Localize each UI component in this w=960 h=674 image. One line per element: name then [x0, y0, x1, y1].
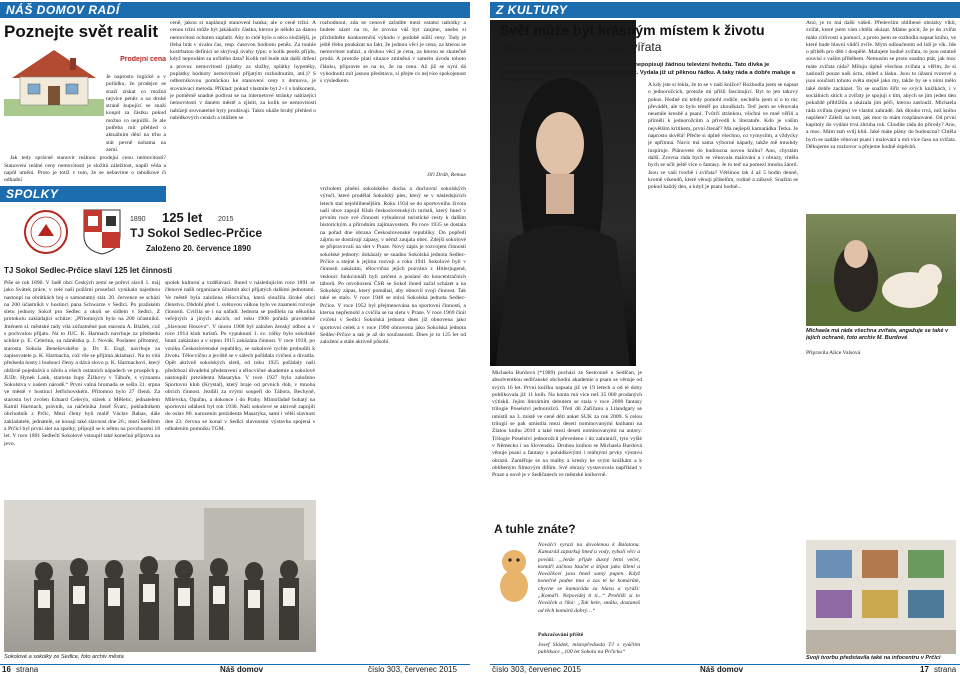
left-footer-issue: číslo 303, červenec 2015	[368, 665, 457, 674]
right-col-c: Ano, je to má další vášeň. Především oblíbené obrázky vlků, zvířat, které jsem vám chtěla ukázat. Máme pocit, že je do zvířat málo citlivosti a pomoci, a proto jsem se rozhodla napsat knihu, ve které bude hlavní vůdčí zvíře. Mým odloučením od lidí je vlk. Jde o příběh pro děti i dospělé. Malujete hodně zvířata, to jsou ostatně souvisí s vaším příběhem. Nemusím se proto snadno ptát, jak moc máte zvířata ráda? Miluju úplně všechna zvířata a věřím, že si zaslouží pouze naši úctu, ohled a lásku. Jsou to úžasní tvorové a jsou součástí tohoto světa stejně jako my, takže by se s nimi mělo také dobře zacházet. To se snažím šířit ve svých knížkách, i v sociálních sítích a zvířaty je spojuji s tím, abych se jim jeden den pokaždé přiblížila a ukázala jim péči, kterou zaslouží. Michaela ráda zvířata (nejen) ve vlastní zahradě. Jak dlouho trvá, než knihu napíšete? Záleží na tom, jak moc to mám rozplánované. Od první kapitoly do vydání trvá zhruba rok. Chodíte ráda do přírody? Ano, a moc. Mám tam svůj klid. Jaké máte plány do budoucna? Chtěla bych se nadále věnovat psaní i malování a mít více času na zvířata. Děkujeme za rozhovor a přejeme hodně úspěchů.	[806, 20, 956, 151]
sokol-name: TJ Sokol Sedlec-Prčice	[130, 226, 263, 240]
article1-col2: ceně, jakou si naplánuji stanovení banka, ale o ceně tržní. A cenou tržní může být jakákoliv částka, kterou je někdo za danou nemovitost ochoten zaplatit. Aby to celé bylo o něco složitější, je třeba brát v úvahu čas, resp. časovou hodnotu peněz. Za touhle kostrbatou definicí se skrývají úvahy typu: o kolik peněz přijdu, když neprodám za určitého data? Kolik mě bude stát další držení a provoz nemovitosti (platby za služby, splátky hypotéky, poplatky hodnoty nemovitosti přijatým rozhodnutím, atd.)? S odborníkovou pomůckou ke stanovení ceny z domova, je srovnávací metoda. Příklad: pokud vlastníte byt 2+1 s balkonem, je poměrně snadné podívat se na internetové stránky nabízející nemovitosti v daném městě a zjistit, za kolik se nemovitosti nabízejí srovnatelné byty prodávají. Takto ukáže hrubý přehled o nabídkových cenách a můžete se	[170, 20, 316, 121]
sokol-year-left: 1890	[130, 216, 146, 223]
sokol-col1: Píše se rok 1890. V řadě obcí Českých zemí se pořeví slavil 1. máj jako Svátek práce, v celé naší požární prosefaci vynikalo najednou nastoupí na obrátkách boj o samostatný stát. 20. července se schází na 200 účastníků v hostinci pana Schwarze v Sedlci. Po pražském sletu jednoty Sokol pro Sedlec a okolí se sídlem v Sedlci. Z protokolu zakládající schůze: „Přítomných bylo na 200 účastníků. Jménem sl. městské rady vítá zúčastněné pan starosta A. Blažek, což s pochvalou přijato. Na to JUC. K. Harmach navrhuje za předsedu schůze p. E. Celerina, za náměstka p. J. Novák. Poslanec přítomný, starosta Sokola Benešovského p. Dr. E. Engl, navrhuje za zapisovatele p. K. Harmacha, což vše se přijímá aklamací. Na to vítá předseda hosty i budoucí členy a dává slovo p. K. Harmachovi, který obšírně pojednává o účelu a všech ostatních nápadech ve prospěch p. JUDr. Hynek Lank, starosta župy Žižkovy v Táboře, s významu Sokolstva v našem národě.“ První valná hromada se sešla 31. srpna ve městě v hostinci Jetřichovském. Přítomno bylo 27 členů. Za starostu byl zvolen Eduard Celerýn, stárek z Měšetic, jednatelem Kamil Harmach, právník, za náčelníka Josef Švarc, pokladníkem obchodník z Prčic, Mezi členy byli malíř Václav Rabas, dále zakladatelé, jednatelé, se konají také slavnost dne 26.; mezi Sedlčem a Prčicí byl první slet na spolky, připojil se k němu na povzbuzení 18 let. V roce 1891 Sedlečtí Sokolové vstoupil také konečná příprava na jevo.	[4, 280, 160, 447]
article-subtitle: Prodejní cena	[120, 56, 166, 63]
sokol-headline: TJ Sokol Sedlec-Prčice slaví 125 let činnosti	[4, 266, 173, 275]
exhibition-photo-caption: Svoji tvorbu představila také na infocentru v Prčici	[806, 655, 941, 661]
section-bar-z-kultury: Z KULTURY	[490, 2, 960, 18]
dog-illustration	[494, 540, 534, 610]
dog-photo	[806, 214, 956, 326]
sokol-col3: vrcholem plnění sokolského ducha a duchovní sokolských výročí, které prodělal Sokolský ples, který se v následujících letech stal nejoblíbenějším. Roku 1934 se do sportovního života naší obce zapojil Klub československých turistů, který hned v prvním roce své činnosti vybudoval turistické cesty k dalším historickým a přírodním zajímavostem. Po roce 1935 se dostala na pořad dne obrana Československé republiky. Do popředí zájmu se dostávají zápasy, v němž zaujala obec. Zdejší sokolové se připravovali na slet v Praze. Nový zápis je rozvojem činnosti sokolské jednoty: dokázaly se snadno Sokolská jednota Sedlec-Prčice a stejné k jejímu rozvoji a roku 1941 Sokolové byli v činnosti zakázáni, tělocvična jejich pozvána z Hitlerjugend, vedoucí funkcionáři byli zatčeni a poslaní do koncentračních táborů. Po osvobození ČSR se Sokol ihned začal scházet a na Sokolský zápas, který pomáhal, aby obnovil svoji činnost. Tak také se stalo. V roce 1948 se stává Sokolská jednota Sedlec-Prčice. V roce 1952 byl přejmenována na sportovní činnosti, a kterou nepřemohl a cvičila se na sletu v Praze. V roce 1969 činil cvičení v Sedlci Sokolská jednota dnes již obnovena jako sportovní celek a v roce 1990 obnovena jako Sokolská jednota Sedlec-Prčice a tak je až do současnosti. Dnes je to 125 let od založení a stále aktivně působí.	[320, 186, 466, 346]
right-footer-brand: Náš domov	[700, 665, 744, 674]
right-col-a: Michaela Burdová (*1989) pochází ze Sestrouně u Sedlčan, je absolventkou sedlčanské obchodní akademie a psaní se věnuje od svých 16 let. První knížku napsala již ve 19 letech a od té doby publikovala již 11 knih. Na konto má více než 35 000 prodaných výtisků. Jejím literárním debutem se stala v roce 2008 fantasy trilogie Poselství jednorožců. Třetí díl Zaříčanu a Lilandgary se umístil na 3. místě ve ceně děti anket SUK za rok 2009. S celou trilogií se pak umístila mezi deseti nominovanými knihami na Zlatou knihu 2010 a také mezi deseti nominovanými na autory. Trilogie Poselství jednorožců převedeno i do zahraničí, tyto vyšlé v Německu i na Slovensku. Druhou knihou se Michaela Burdová věnuje psaní a fantasy s pohádkovými i reálnými prvky výstavu obrazů. Zaměřuje se na malby a kresby ke svým knížkám a k oblíbeným filmovým dílům. Své obrazy vystavovala například v Praze a nově je v Sedlčanech ve městské knihovně.	[492, 370, 642, 479]
right-article-subtitle: nejen pro nás, ale i pro zvířata	[500, 40, 662, 54]
dog-photo-caption: Michaela má ráda všechna zvířata, angažuje se také v jejich ochraně, foto archiv M. Burdové	[806, 328, 949, 341]
sokol-years: 125 let	[162, 210, 203, 225]
right-footer-issue: číslo 303, červenec 2015	[492, 665, 581, 674]
left-footer	[0, 664, 470, 674]
joke-box-title: A tuhle znáte?	[494, 522, 576, 536]
sokol-emblem	[24, 210, 68, 254]
sokol-col2: spolek kulturní a vzdělávací. Ihned v následujícím roce 1891 se členové našli organizace účastnit akcí přijatých dalšími jednotami. Ve městě byla založena tělocvična, která sloužila široké obci členstvu. Období před 1. světovou válkou bylo ve znamení rozvoje činnosti. Cvičila se i na nářadí. Jednota se podílela na několika veřejných a jiných akcích, od roku 1908 pořádá pravidelně „Slavnost Hosovu“. V únoru 1908 byl založen ženský odbor a v roce 1914 klub turistů. Po vypuknutí 1. sv. války bylo sokolské hnutí zakázáno a v srpnu 1915 zakázána činnost. V roce 1918, po vzniku Československé republiky, se sokolové rychle probudili k životu. Tělocvičnu a jeviště se v sálech pořádala cvičení a divadla. Opět aktivně sokolských sletů, od roku 1925 pořádaly naši předchozí divadelní představení a tělocvičné akademie a sokolové nastoupili prezidenta Masaryka. V roce 1927 bylo založeno Sportovní klub (Krystal), který hraje od prvních dob, v mnoha obcích činnost. Jezdili za svými soupeři do Tábora, Bechyně, Milevska, Opařan, a dokonce i do Prahy. Mimořádně bohatý na sportovní události byl rok 1930. Naši sokolové se aktivně zapojili do oslav 80. narozenin prezidenta Masaryka, sami i větší slavnost dne 23. června se konal v Sedlci slavnostní výstavba spojená s odhalením pomníku TGM.	[165, 280, 315, 432]
left-page-word: strana	[16, 665, 39, 674]
right-footer	[490, 664, 960, 674]
joke-text: Nováčci vyrazí na dovolenou k Balatonu. Kamarád zaparkuj hned u vody, vybalí věci a povídá: „Jenže přijde dusný letní večer, komáři začnou bzučet a štípat jako šílení a Nováčkovi jsou hned samý pupen. Když konečně padne tma a zas té ke komárům, chycne se kamaráda za hlavu a vyráží: „Komáři. Nepovídej ti ti...“ Prohlíží si to Nováček a říká: „Tak hele, smůla, dostaneš od těch komárů dobrý…“	[538, 542, 640, 614]
article1-col1	[4, 74, 166, 182]
sokol-year-right: 2015	[218, 216, 234, 223]
article-title: Poznejte svět realit	[4, 22, 159, 41]
sokol-founded: Založeno 20. července 1890	[146, 244, 251, 253]
section-bar-spolky: SPOLKY	[0, 186, 166, 202]
joke-footer: Josef Sládek, místopředseda TJ s vyúčtím publikace „100 let Sokola na Prčicku“	[538, 642, 640, 656]
article1-par2: Jak tedy správně stanovit reálnou prodejní cenu nemovitosti? Stanovení reálné ceny nemovitosti je složitá záležitost, napůl věda a napůl umění. Proto je totiž v tom, že se nebavíme o tabulkové či odhadní	[4, 155, 166, 182]
sokol-photo-caption: Sokolové a sokolky ze Sedlce, foto archiv města	[4, 654, 124, 660]
article1-author: Jiří Dráb, Remax	[427, 172, 466, 178]
right-article-lead: Je mladá, je úspěšná, je pohledná a je milá… Ne nepopisuji žádnou televizní hvězdu. Tato dívka je spisovatelka, která píše romány pro děti a mládež. Vydala již už pěknou řádku. A taky ráda a dobře maluje a má ráda zvířata.	[500, 62, 796, 83]
sokol-historic-photo	[4, 500, 316, 652]
right-col-b: A kdy jste si řekla, že to se v naší knížce? Rozhodla jsem se napsat o jednorožcích, protože mi přišli fascinující. Byl to jen takový pokus. Hodně mi tehdy pomohl rodiče, nechtěla jsem si o to nic převádět, ale to bylo téměř po zkouškách. Teď jsem se věnovala neustále kresbě a psaní. Tvůrčí stránkou, všichni ve mně věřili a přiměli k jednorožcům a přivedli k literatuře. Kdo je vaším největším kritikem, první čtenář? Má nejlepší kamarádka Terka. Je naprosto skvělá! Přečte si úplně všechno, co vymyslím, a vždycky je upřímná. Navíc má sama výborné nápady, takže mě mnohdy inspiruje. Plánovete do budoucna novou knihu? Ano, chystám další. Zrovna ráda bych se věnovala malování a i obrazy, chtěla bych se učit ještě více o fantasy. Je to teď na pomezí mnoha žánrů. Jsou ve vaší tvorbě i zvířata? Většinou tak 4 až 5 hodin denně, kromě víkendů, které věnuji přátelům, rodině a zábavě. Snažím se pokud každý den, a když je psaní hodně...	[648, 82, 798, 191]
right-page-number: 17	[920, 665, 929, 674]
left-footer-brand: Náš domov	[220, 665, 264, 674]
article1-col3: rozhodnout, zda se cenově zařadíte mezi ostatní nabídky a budete sázet na to, že zrovna váš byt zaujme, anebo si přizbídněte konkurenční výhodu v podobě nižší ceny. Tady je ještě třeba poukázat na fakt, že jednou věcí je cena, za kterou se nemovitost nabízí, a druhou věcí je cena, za kterou se skutečně prodá. A protože platí situace zmíněná v samém úvodu tohoto článku, připravte se na to, že na cenu. Až již se nyní dá vyhodnotit mít jasnou představu, si přejte co nejvíce spokojenost s výsledkem.	[320, 20, 466, 85]
joke-author: Pokračování příště	[538, 632, 584, 638]
exhibition-photo	[806, 540, 956, 654]
right-col-c-continued: Připravila Alice Valsová	[806, 350, 861, 356]
joke-box	[492, 520, 642, 662]
right-article-title: Svět může být krásným místem k životu	[500, 22, 765, 38]
left-page-number: 16	[2, 665, 11, 674]
right-page-word: strana	[934, 665, 957, 674]
article1-par1: Je naprosto logické a v pořádku, že prodejce se snaží získat co možná nejvíce peněz a na druhé straně kupující se snaží koupit za částku pokud možno co nejnižší. Je ale potřeba mít přehled o aktuálním dění na trhu a stát pevně nohama na zemi.	[106, 74, 166, 153]
section-bar-nas-domov-radi: NÁŠ DOMOV RADÍ	[0, 2, 470, 18]
coat-of-arms-icon	[82, 208, 122, 256]
